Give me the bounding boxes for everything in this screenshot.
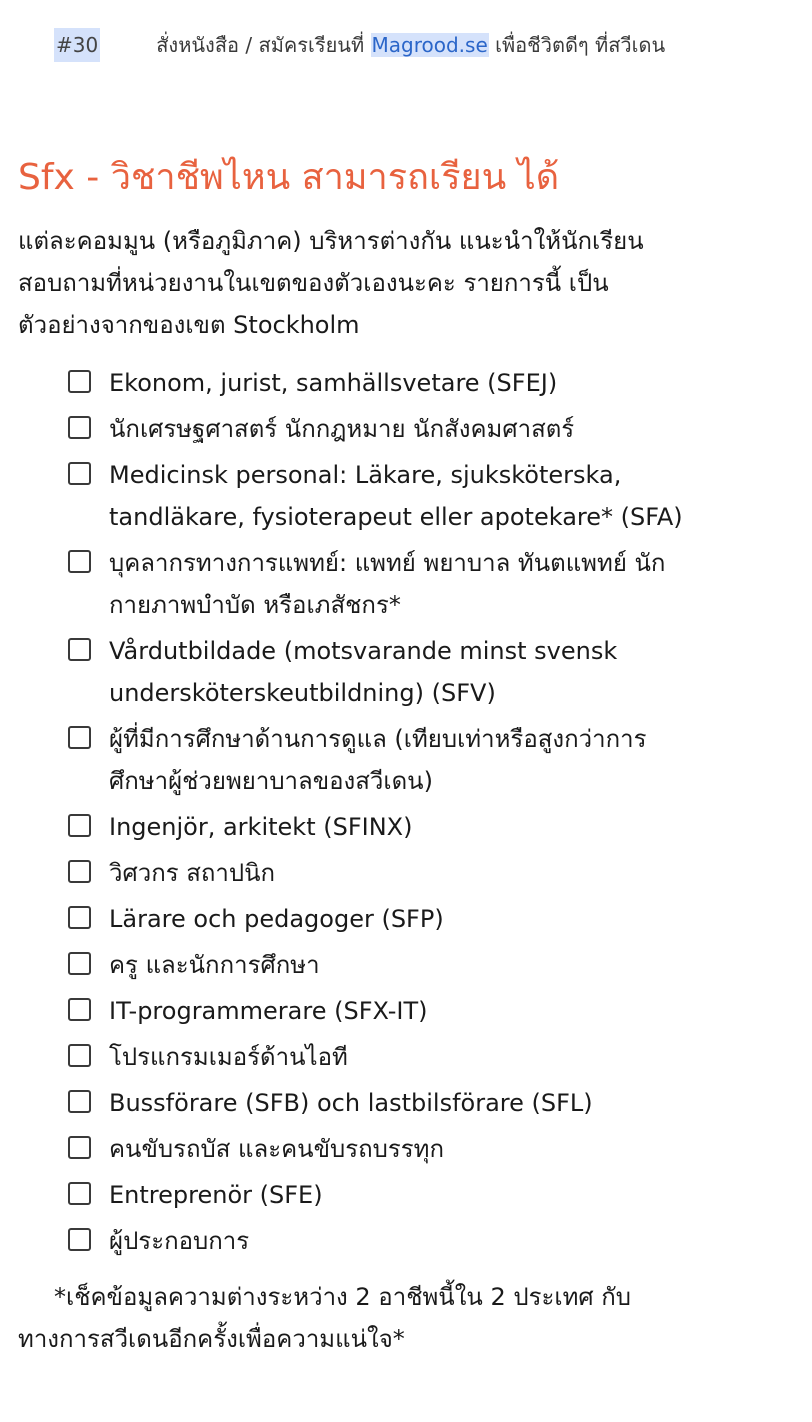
checklist-item: [68, 990, 804, 1032]
page-number: #30: [54, 28, 100, 62]
intro-line: แต่ละคอมมูน (หรือภูมิภาค) บริหารต่างกัน แนะนำให้นักเรียน: [18, 227, 644, 255]
checklist-item: [68, 898, 804, 940]
page-title: Sfx - วิชาชีพไหน สามารถเรียน ได้: [18, 157, 560, 198]
checklist-item: [68, 408, 804, 450]
checkbox[interactable]: [68, 1182, 91, 1205]
checklist-item: [68, 718, 804, 802]
checklist-item-label: [109, 1220, 249, 1262]
checklist-item-label: [109, 630, 617, 714]
checklist-item-line: วิศวกร สถาปนิก: [109, 859, 276, 887]
checklist-item-line: undersköterskeutbildning) (SFV): [109, 679, 496, 707]
checklist-item: [68, 1174, 804, 1216]
header-text: สั่งหนังสือ / สมัครเรียนที่: [156, 33, 371, 57]
checklist-item-label: [109, 852, 275, 894]
footnote-line: *เช็คข้อมูลความต่างระหว่าง 2 อาชีพนี้ใน 2 ประเทศ กับ: [54, 1283, 632, 1311]
checklist-item-line: Ekonom, jurist, samhällsvetare (SFEJ): [109, 369, 558, 397]
checklist-item: [68, 852, 804, 894]
checklist-item-label: [109, 542, 665, 626]
magrood-link[interactable]: Magrood.se: [371, 33, 488, 57]
checklist-item-line: Bussförare (SFB) och lastbilsförare (SFL): [109, 1089, 593, 1117]
checklist-item: [68, 1036, 804, 1078]
checkbox[interactable]: [68, 638, 91, 661]
checkbox[interactable]: [68, 1136, 91, 1159]
checkbox[interactable]: [68, 416, 91, 439]
checklist-item-label: [109, 454, 683, 538]
checklist-item-line: บุคลากรทางการแพทย์: แพทย์ พยาบาล ทันตแพทย์ นัก: [109, 549, 666, 577]
checklist-item: [68, 362, 804, 404]
checklist-item-line: ผู้ประกอบการ: [109, 1227, 250, 1255]
checklist-item-line: IT-programmerare (SFX-IT): [109, 997, 428, 1025]
checklist-item-label: [109, 1174, 323, 1216]
checklist-item-line: คนขับรถบัส และคนขับรถบรรทุก: [109, 1135, 444, 1163]
checkbox[interactable]: [68, 998, 91, 1021]
checklist-item-label: [109, 944, 320, 986]
checkbox[interactable]: [68, 952, 91, 975]
checkbox[interactable]: [68, 814, 91, 837]
checklist-item-label: [109, 1082, 593, 1124]
page-header: [54, 28, 792, 62]
checkbox[interactable]: [68, 906, 91, 929]
checklist-item-label: [109, 362, 557, 404]
checklist-item-line: Vårdutbildade (motsvarande minst svensk: [109, 637, 618, 665]
checkbox[interactable]: [68, 370, 91, 393]
checklist-item-label: [109, 990, 428, 1032]
checklist-item: [68, 630, 804, 714]
checklist-item-label: [109, 1036, 348, 1078]
checklist-item-line: ศึกษาผู้ช่วยพยาบาลของสวีเดน): [109, 767, 433, 795]
checklist-item-line: โปรแกรมเมอร์ด้านไอที: [109, 1043, 348, 1071]
checklist-item-label: [109, 1128, 444, 1170]
checkbox[interactable]: [68, 1090, 91, 1113]
checklist-item: [68, 944, 804, 986]
checklist-item: [68, 1082, 804, 1124]
checklist-item: [68, 454, 804, 538]
checklist-item-label: [109, 408, 574, 450]
checklist-item-line: Lärare och pedagoger (SFP): [109, 905, 444, 933]
checklist-item-label: [109, 806, 412, 848]
checkbox[interactable]: [68, 462, 91, 485]
checklist-item-line: Ingenjör, arkitekt (SFINX): [109, 813, 413, 841]
profession-checklist: [68, 362, 804, 1266]
checklist-item-line: นักเศรษฐศาสตร์ นักกฎหมาย นักสังคมศาสตร์: [109, 415, 575, 443]
intro-paragraph: [18, 220, 798, 346]
checklist-item-line: Entreprenör (SFE): [109, 1181, 323, 1209]
checklist-item: [68, 1220, 804, 1262]
intro-line: สอบถามที่หน่วยงานในเขตของตัวเองนะคะ รายการนี้ เป็น: [18, 269, 609, 297]
checkbox[interactable]: [68, 550, 91, 573]
checkbox[interactable]: [68, 1228, 91, 1251]
intro-line: ตัวอย่างจากของเขต Stockholm: [18, 311, 360, 339]
checklist-item-line: Medicinsk personal: Läkare, sjuksköterska,: [109, 461, 622, 489]
checklist-item: [68, 1128, 804, 1170]
checklist-item-line: ผู้ที่มีการศึกษาด้านการดูแล (เทียบเท่าหรือสูงกว่าการ: [109, 725, 647, 753]
checklist-item: [68, 806, 804, 848]
checkbox[interactable]: [68, 1044, 91, 1067]
checklist-item-label: [109, 718, 646, 802]
checklist-item-line: กายภาพบำบัด หรือเภสัชกร*: [109, 591, 401, 619]
checklist-item-label: [109, 898, 444, 940]
checklist-item-line: ครู และนักการศึกษา: [109, 951, 320, 979]
checklist-item-line: tandläkare, fysioterapeut eller apotekare* (SFA): [109, 503, 683, 531]
checkbox[interactable]: [68, 860, 91, 883]
footnote: [18, 1276, 798, 1360]
header-text-after: เพื่อชีวิตดีๆ ที่สวีเดน: [488, 33, 666, 57]
footnote-line: ทางการสวีเดนอีกครั้งเพื่อความแน่ใจ*: [18, 1325, 405, 1353]
checklist-item: [68, 542, 804, 626]
checkbox[interactable]: [68, 726, 91, 749]
